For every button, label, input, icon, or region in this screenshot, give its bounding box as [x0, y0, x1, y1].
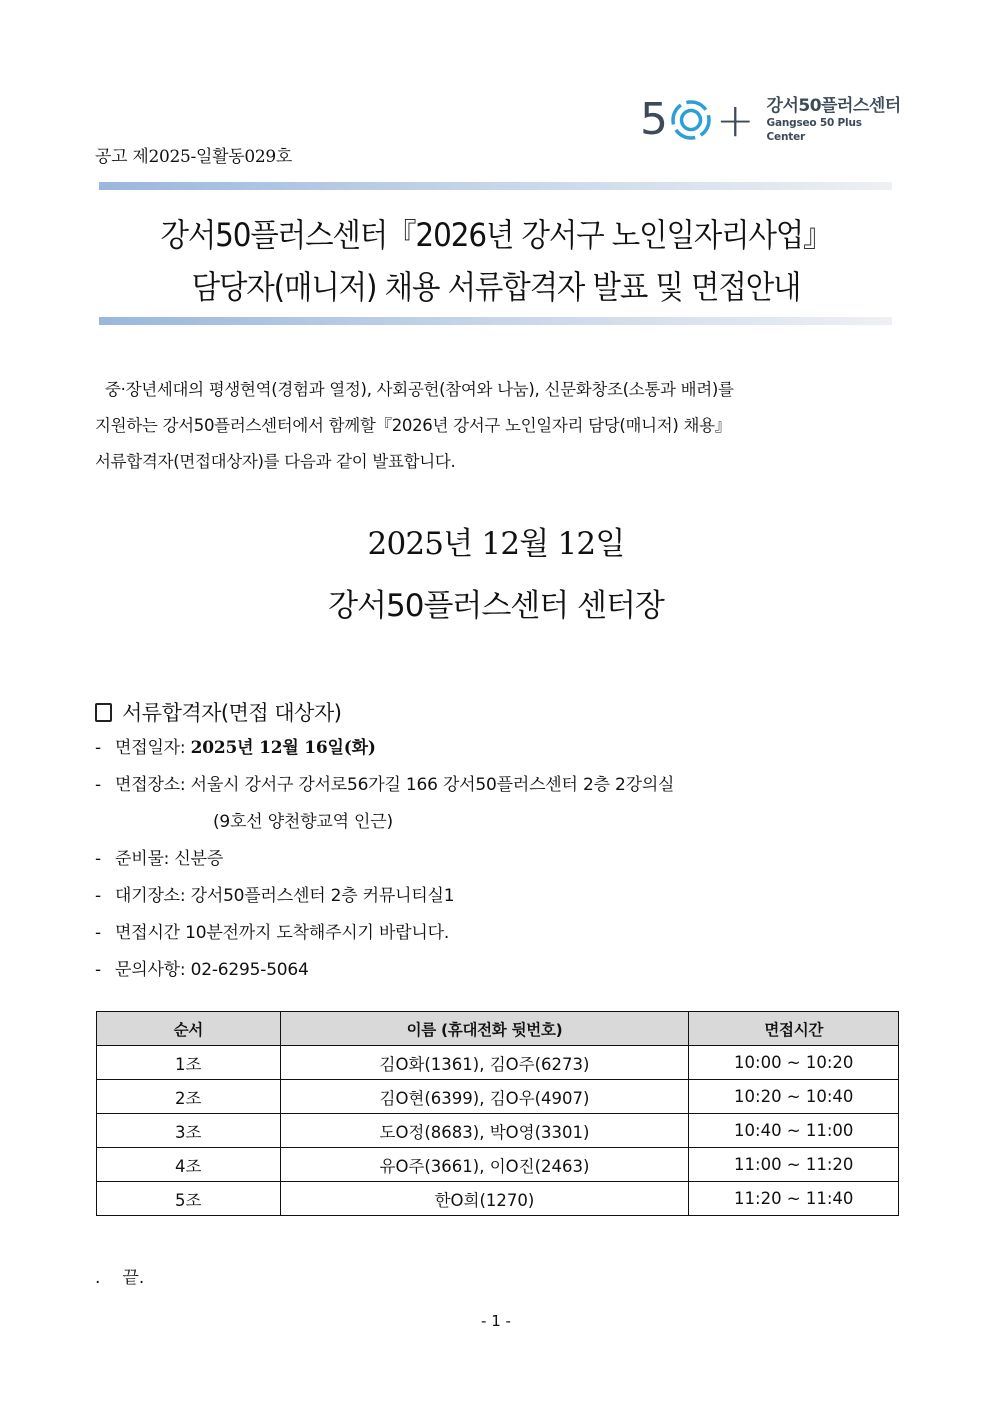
bullet-dash: -: [95, 738, 101, 758]
intro-paragraph: [95, 372, 900, 480]
cell-names: 김O현(6399), 김O우(4907): [280, 1080, 689, 1114]
detail-value: 서울시 강서구 강서로56가길 166 강서50플러스센터 2층 2강의실: [190, 775, 675, 795]
detail-waiting-area: [95, 880, 674, 917]
logo-text: [767, 96, 902, 144]
detail-value: 면접시간 10분전까지 도착해주시기 바랍니다.: [115, 923, 450, 943]
table-row: [97, 1046, 899, 1080]
interview-details: [95, 732, 674, 991]
detail-value: (9호선 양천향교역 인근): [213, 812, 393, 832]
detail-label: 대기장소:: [115, 886, 191, 906]
detail-label: 면접일자:: [115, 738, 191, 758]
logo-five: 5: [640, 94, 668, 145]
column-header-time: 면접시간: [689, 1012, 899, 1046]
table-row: [97, 1080, 899, 1114]
page-number: - 1 -: [481, 1312, 511, 1330]
detail-value: 2025년 12월 16일(화): [190, 738, 376, 758]
logo-mark: [640, 93, 755, 147]
cell-time: 11:00 ~ 11:20: [689, 1148, 899, 1182]
cell-names: 한O희(1270): [280, 1182, 689, 1216]
document-title-line1: 강서50플러스센터『2026년 강서구 노인일자리사업』: [160, 216, 832, 254]
section-heading: [95, 697, 341, 727]
notice-number: 공고 제2025-일활동029호: [95, 147, 293, 167]
end-dot: .: [95, 1268, 101, 1288]
end-mark: [95, 1263, 144, 1288]
logo-name-english: Gangseo 50 Plus Center: [766, 117, 862, 143]
table-row: [97, 1148, 899, 1182]
detail-label: 면접장소:: [115, 775, 191, 795]
bullet-dash: -: [95, 960, 101, 980]
section-heading-text: 서류합격자(면접 대상자): [122, 701, 342, 725]
detail-arrival-note: [95, 917, 674, 954]
cell-time: 11:20 ~ 11:40: [689, 1182, 899, 1216]
bullet-dash: -: [95, 849, 101, 869]
cell-names: 김O화(1361), 김O주(6273): [280, 1046, 689, 1080]
end-text: 끝.: [122, 1268, 145, 1288]
document-title-line2: 담당자(매니저) 채용 서류합격자 발표 및 면접안내: [191, 268, 801, 306]
detail-label: 문의사항:: [115, 960, 191, 980]
checkbox-icon: [95, 703, 112, 722]
cell-group: 4조: [97, 1148, 281, 1182]
cell-names: 도O정(8683), 박O영(3301): [280, 1114, 689, 1148]
bullet-dash: -: [95, 886, 101, 906]
cell-group: 5조: [97, 1182, 281, 1216]
detail-label: 준비물:: [115, 849, 175, 869]
target-ring-icon: [670, 99, 712, 141]
cell-time: 10:20 ~ 10:40: [689, 1080, 899, 1114]
intro-line: 중·장년세대의 평생현역(경험과 열정), 사회공헌(참여와 나눔), 신문화창조(소통과 배려)를: [105, 380, 734, 399]
logo-name-korean: 강서50플러스센터: [766, 96, 901, 116]
column-header-name: 이름 (휴대전화 뒷번호): [280, 1012, 689, 1046]
cell-time: 10:00 ~ 10:20: [689, 1046, 899, 1080]
detail-interview-location: [95, 769, 674, 806]
signatory: 강서50플러스센터 센터장: [328, 588, 664, 624]
table-row: [97, 1114, 899, 1148]
intro-line: 지원하는 강서50플러스센터에서 함께할『2026년 강서구 노인일자리 담당(매니저) 채용』: [95, 416, 731, 435]
table-header-row: [97, 1012, 899, 1046]
title-divider-bottom: [99, 317, 892, 325]
cell-group: 2조: [97, 1080, 281, 1114]
bullet-dash: -: [95, 923, 101, 943]
logo-plus: +: [716, 93, 755, 147]
table-row: [97, 1182, 899, 1216]
announcement-date: 2025년 12월 12일: [367, 526, 625, 562]
cell-group: 1조: [97, 1046, 281, 1080]
column-header-order: 순서: [97, 1012, 281, 1046]
interview-schedule-table: [96, 1011, 899, 1216]
detail-value: 신분증: [174, 849, 224, 869]
detail-items-to-bring: [95, 843, 674, 880]
detail-contact: [95, 954, 674, 991]
cell-group: 3조: [97, 1114, 281, 1148]
detail-interview-date: [95, 732, 674, 769]
detail-location-note: [95, 806, 674, 843]
title-divider-top: [99, 182, 892, 190]
detail-value: 02-6295-5064: [190, 960, 309, 980]
cell-names: 유O주(3661), 이O진(2463): [280, 1148, 689, 1182]
bullet-dash: -: [95, 775, 101, 795]
cell-time: 10:40 ~ 11:00: [689, 1114, 899, 1148]
intro-line: 서류합격자(면접대상자)를 다음과 같이 발표합니다.: [95, 452, 456, 471]
detail-value: 강서50플러스센터 2층 커뮤니티실1: [190, 886, 455, 906]
center-logo: [640, 92, 902, 148]
